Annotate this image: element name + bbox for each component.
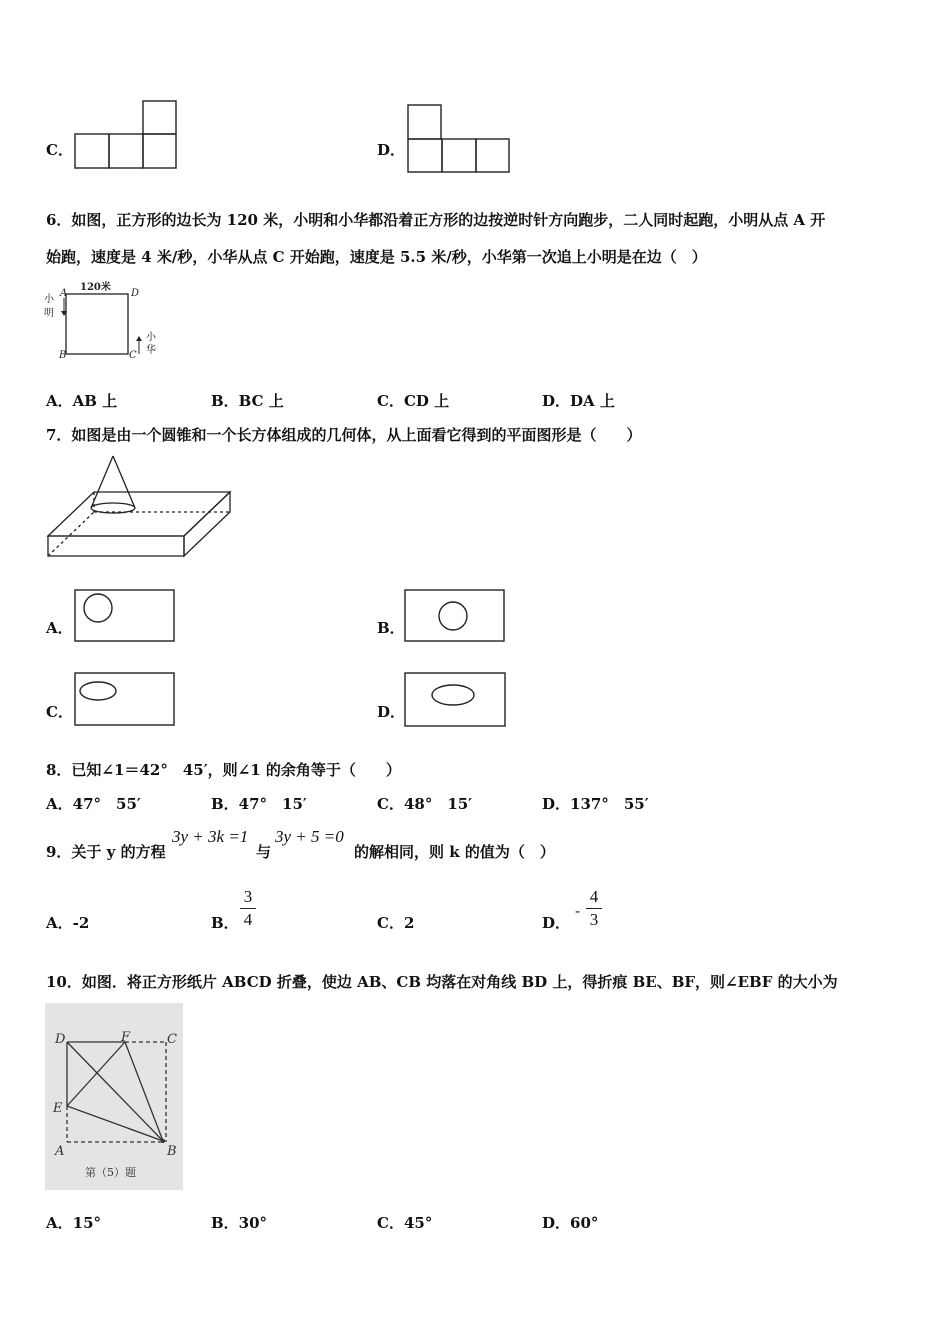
q7-solid-figure <box>44 452 236 564</box>
q9-suffix: 的解相同，则 k 的值为（ ） <box>354 843 555 861</box>
q7-option-a-label: A． <box>46 619 73 637</box>
q9-option-b-numerator: 3 <box>243 887 253 906</box>
q10-option-a: A．15° <box>46 1214 102 1232</box>
q5-option-d-figure <box>406 103 512 175</box>
q9-equation-1: 3y + 3k =1 <box>172 827 249 846</box>
q7-option-d-figure <box>404 672 508 728</box>
q7-text: 7．如图是由一个圆锥和一个长方体组成的几何体，从上面看它得到的平面图形是（ ） <box>46 426 642 444</box>
q6-runner1-char1: 小 <box>44 294 54 305</box>
q6-point-a: A <box>60 288 68 299</box>
q7-option-c-figure <box>74 672 176 727</box>
q6-option-d: D．DA 上 <box>542 392 615 410</box>
q6-text-line2: 始跑，速度是 4 米/秒，小华从点 C 开始跑，速度是 5.5 米/秒，小华第一次追上小明是在边（ ） <box>46 248 707 266</box>
q9-option-d-denominator: 3 <box>589 910 599 929</box>
q10-text: 10．如图．将正方形纸片 ABCD 折叠，使边 AB、CB 均落在对角线 BD 上，得折痕 BE、BF，则∠EBF 的大小为 <box>46 973 838 991</box>
q7-option-d-label: D． <box>377 703 406 721</box>
q9-equation-2: 3y + 5 =0 <box>275 827 344 846</box>
q7-option-b-figure <box>404 589 507 643</box>
q10-point-b: B <box>167 1144 177 1159</box>
q6-point-d: D <box>131 288 140 299</box>
q9-option-b-label: B． <box>211 914 239 932</box>
q9-option-a: A．-2 <box>46 914 90 932</box>
q6-option-a: A．AB 上 <box>46 392 118 410</box>
q7-option-c-label: C． <box>46 703 73 721</box>
q5-option-c-label: C． <box>46 141 73 159</box>
q10-point-d: D <box>55 1032 66 1047</box>
q10-point-e: E <box>53 1101 63 1116</box>
q7-option-a-figure <box>74 589 176 643</box>
q8-text: 8．已知∠1＝42° 45′，则∠1 的余角等于（ ） <box>46 761 401 779</box>
q6-runner2-char2: 华 <box>146 345 156 356</box>
q6-side-label: 120米 <box>80 282 111 293</box>
q5-option-d-label: D． <box>377 141 406 159</box>
q8-option-a: A．47° 55′ <box>46 795 141 813</box>
q6-option-c: C．CD 上 <box>377 392 450 410</box>
q10-point-c: C <box>167 1032 177 1047</box>
q9-option-b-fraction <box>240 888 256 929</box>
q9-prefix: 9．关于 y 的方程 <box>46 843 166 861</box>
q10-point-f: F <box>121 1030 131 1045</box>
q10-option-d: D．60° <box>542 1214 599 1232</box>
q6-point-b: B <box>59 350 67 361</box>
q6-runner2-char1: 小 <box>146 332 156 343</box>
q9-option-d-numerator: 4 <box>589 887 599 906</box>
q6-option-b: B．BC 上 <box>211 392 284 410</box>
q8-option-d: D．137° 55′ <box>542 795 649 813</box>
q9-option-c: C．2 <box>377 914 415 932</box>
q6-runner1-char2: 明 <box>44 308 54 319</box>
q10-fold-figure <box>45 1003 183 1190</box>
q9-option-d-sign: - <box>575 902 581 920</box>
q9-option-b-denominator: 4 <box>243 910 253 929</box>
q10-point-a: A <box>55 1144 65 1159</box>
q6-square-figure <box>40 280 165 365</box>
q10-option-b: B．30° <box>211 1214 268 1232</box>
q6-text-line1: 6．如图，正方形的边长为 120 米，小明和小华都沿着正方形的边按逆时针方向跑步，二人同时起跑，小明从点 A 开 <box>46 211 826 229</box>
q8-option-c: C．48° 15′ <box>377 795 473 813</box>
q6-arrowhead-up-icon <box>136 336 142 341</box>
q9-option-d-label: D． <box>542 914 571 932</box>
q9-connector: 与 <box>256 843 272 861</box>
q9-option-d-fraction <box>586 888 602 929</box>
q7-option-b-label: B． <box>377 619 405 637</box>
q6-point-c: C <box>129 350 137 361</box>
q10-option-c: C．45° <box>377 1214 433 1232</box>
q5-option-c-figure <box>74 100 178 172</box>
q8-option-b: B．47° 15′ <box>211 795 307 813</box>
q10-figure-caption: 第（5）题 <box>85 1166 136 1179</box>
